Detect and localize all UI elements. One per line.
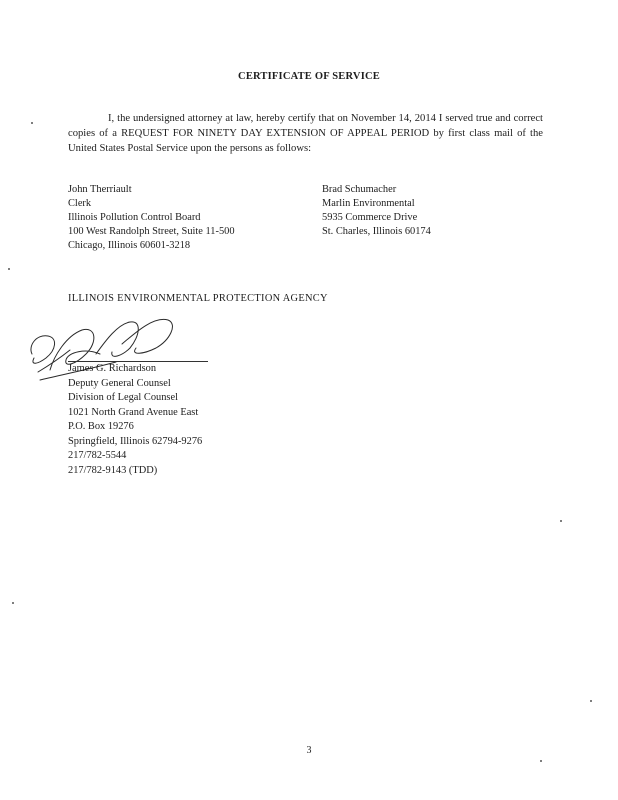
scan-speck (12, 602, 14, 604)
address-line: Brad Schumacher (322, 184, 397, 195)
signer-line: Deputy General Counsel (68, 377, 171, 389)
address-line: Illinois Pollution Control Board (68, 212, 201, 223)
document-title: CERTIFICATE OF SERVICE (238, 71, 380, 82)
signer-line: P.O. Box 19276 (68, 421, 134, 432)
signer-line: James G. Richardson (68, 363, 157, 374)
scan-speck (590, 700, 592, 702)
scan-speck (540, 760, 542, 762)
agency-name: ILLINOIS ENVIRONMENTAL PROTECTION AGENCY (68, 293, 328, 304)
signer-line: Springfield, Illinois 62794-9276 (68, 435, 203, 447)
address-line: Clerk (68, 198, 92, 209)
signer-line: Division of Legal Counsel (68, 392, 178, 403)
address-line: 100 West Randolph Street, Suite 11-500 (68, 226, 235, 237)
signer-line: 217/782-5544 (68, 450, 127, 461)
scan-speck (560, 520, 562, 522)
scan-speck (31, 122, 33, 124)
address-line: St. Charles, Illinois 60174 (322, 226, 431, 237)
signer-block (68, 362, 202, 478)
recipient-address-marlin (322, 183, 431, 239)
signer-line: 217/782-9143 (TDD) (68, 464, 158, 476)
address-line: 5935 Commerce Drive (322, 212, 418, 223)
recipient-address-clerk (68, 183, 235, 253)
signer-line: 1021 North Grand Avenue East (68, 406, 199, 418)
page-number: 3 (306, 745, 312, 756)
scan-speck (8, 268, 10, 270)
address-line: Chicago, Illinois 60601-3218 (68, 240, 191, 251)
address-line: Marlin Environmental (322, 198, 415, 209)
address-line: John Therriault (68, 184, 132, 195)
certification-paragraph: I, the undersigned attorney at law, hereby certify that on November 14, 2014 I served true and correct copies of a REQUEST FOR NINETY DAY EXTENSION OF APPEAL PERIOD by first class mail of the United States Postal Service upon the persons as follows: (68, 113, 543, 154)
